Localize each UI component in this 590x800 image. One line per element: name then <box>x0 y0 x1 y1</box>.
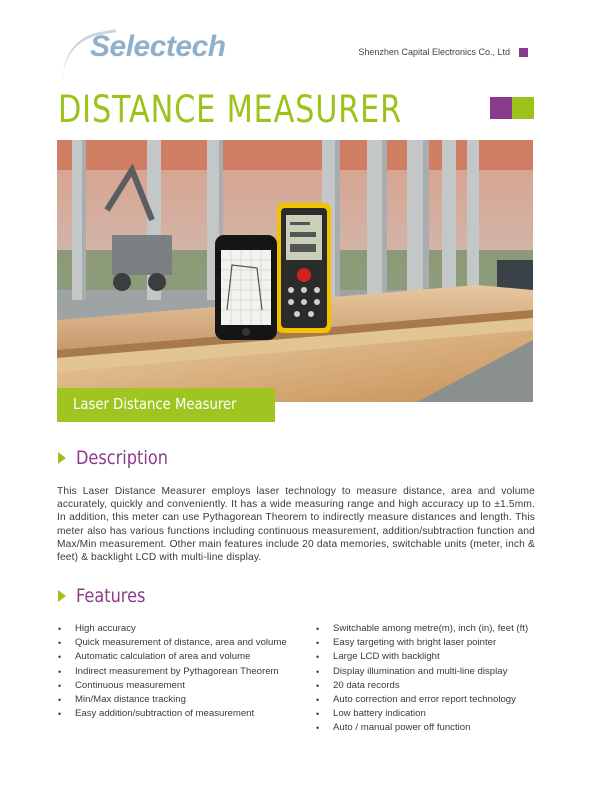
description-title: Description <box>76 447 168 469</box>
features-list-right <box>316 622 528 736</box>
features-title: Features <box>76 585 146 607</box>
feature-item: • Display illumination and multi-line display <box>316 665 528 679</box>
feature-item: • Auto correction and error report technology <box>316 693 528 707</box>
feature-item: • Automatic calculation of area and volume <box>58 650 287 664</box>
feature-item: • Easy addition/subtraction of measurement <box>58 707 287 721</box>
feature-item: • 20 data records <box>316 679 528 693</box>
feature-item: • Indirect measurement by Pythagorean Theorem <box>58 665 287 679</box>
brand-logo <box>60 28 230 78</box>
page-title: DISTANCE MEASURER <box>58 88 403 131</box>
feature-item: • Auto / manual power off function <box>316 721 528 735</box>
company-square-icon <box>519 48 528 57</box>
hero-banner <box>57 388 275 422</box>
features-list-left <box>58 622 287 721</box>
feature-item: • High accuracy <box>58 622 287 636</box>
feature-item: • Continuous measurement <box>58 679 287 693</box>
bullet-arrow-icon <box>58 452 66 464</box>
feature-item: • Large LCD with backlight <box>316 650 528 664</box>
purple-square-icon <box>490 97 512 119</box>
feature-item: • Min/Max distance tracking <box>58 693 287 707</box>
banner-label: Laser Distance Measurer <box>73 395 237 413</box>
brand-name: Selectech <box>90 30 226 63</box>
description-heading <box>58 447 184 469</box>
company-name: Shenzhen Capital Electronics Co., Ltd <box>358 47 510 57</box>
green-square-icon <box>512 97 534 119</box>
description-text: This Laser Distance Measurer employs laser technology to measure distance, area and volume accurately, quickly and conveniently. It has a wide measuring range and high accuracy up to ±1.5mm. In addition, this meter can use Pythagorean Theorem to indirectly measure distances and length. This meter also has various functions including continuous measurement, addition/subtraction function and Max/Min measurement. Other main features include 20 data memories, switchable units (meter, inch & feet) & backlight LCD with multi-line display. <box>57 486 535 564</box>
features-heading <box>58 585 158 607</box>
hero-photo <box>57 140 533 402</box>
feature-item: • Switchable among metre(m), inch (in), feet (ft) <box>316 622 528 636</box>
bullet-arrow-icon <box>58 590 66 602</box>
feature-item: • Low battery indication <box>316 707 528 721</box>
feature-item: • Easy targeting with bright laser pointer <box>316 636 528 650</box>
feature-item: • Quick measurement of distance, area and volume <box>58 636 287 650</box>
